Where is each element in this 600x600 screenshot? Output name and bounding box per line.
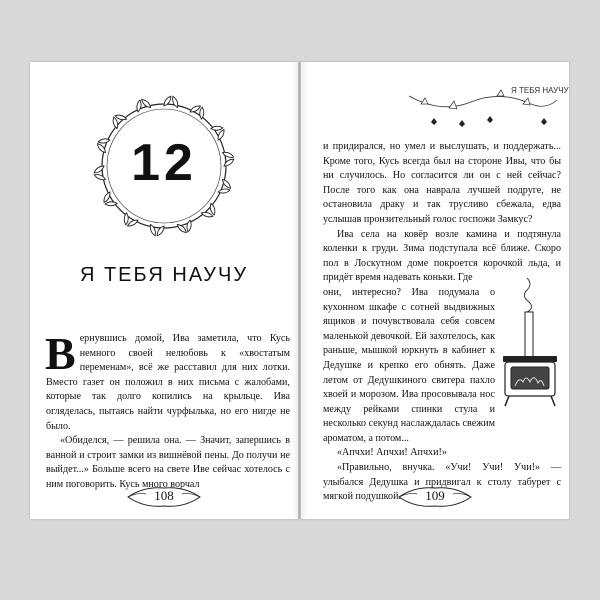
page-number: 109 <box>425 488 445 503</box>
vine-decoration-icon <box>401 74 561 134</box>
drop-cap: В <box>45 328 76 379</box>
paragraph: и придирался, но умел и выслушать, и поддержать... Кроме того, Кусь всегда был на стороне Ивы, что бы ни случилось. Но согласится ли он с ней сейчас? После того как она наврала лучшей подруге, не остановила драку и так трусливо сбежала, едва услышав пронзительный голос госпожи Замкус? <box>323 141 561 225</box>
wood-stove-icon <box>497 272 563 408</box>
running-head: Я ТЕБЯ НАУЧУ <box>511 86 569 95</box>
paragraph: Ива села на ковёр возле камина и подтянула коленки к груди. Зима подступала всё ближе. Скоро пол в Лоскутном доме покроется корочкой льда, и придёт время надевать коньки. Где <box>323 228 561 284</box>
page-number-ornament <box>124 484 204 510</box>
chapter-title: Я ТЕБЯ НАУЧУ <box>79 264 249 286</box>
paragraph <box>45 328 290 434</box>
paragraph: «Правильно, внучка. «Учи! Учи! Учи!» — улыбался Дедушка и придвигал к столу табурет с мягкой подушкой. <box>323 462 561 503</box>
paragraph: они, интересно? Ива подумала о кухонном шкафе с сотней выдвижных ящиков и почувствовала себя совсем маленькой девочкой. Ей захотелось, как раньше, мышкой юркнуть в кабинет к Дедушке и крепко его обнять. Даже летом от Дедушкиного свитера пахло хвоей и морозом. Ива просовывала нос между рейками спинки стула и несколько секунд наслаждалась свежим ароматом, а потом... <box>323 286 495 444</box>
paragraph: «Обиделся, — решила она. — Значит, запершись в ванной и строит замки из вишнёвой пены. До получи не выйдет...» Больше всего на свете Иве сейчас хотелось с ним поговорить. Кусь много ворчал <box>46 435 290 490</box>
page-number-ornament <box>395 484 475 510</box>
right-page <box>300 62 569 519</box>
left-page <box>30 62 299 519</box>
paragraph-text: ернувшись домой, Ива заметила, что Кусь немного своей нелюбовь к «хвостатым переменам», всё же расставил для них лотки. Вместо газет он положил в них письма с жалобами, которые так долго копились на крыльце. Ива огляделась, пытаясь найти чурфылька, но его нигде не было. <box>46 333 290 432</box>
page-number: 108 <box>154 488 174 503</box>
paragraph: «Апчхи! Апчхи! Апчхи!» <box>337 447 447 459</box>
chapter-number: 12 <box>131 134 197 192</box>
left-body-text <box>45 328 290 493</box>
